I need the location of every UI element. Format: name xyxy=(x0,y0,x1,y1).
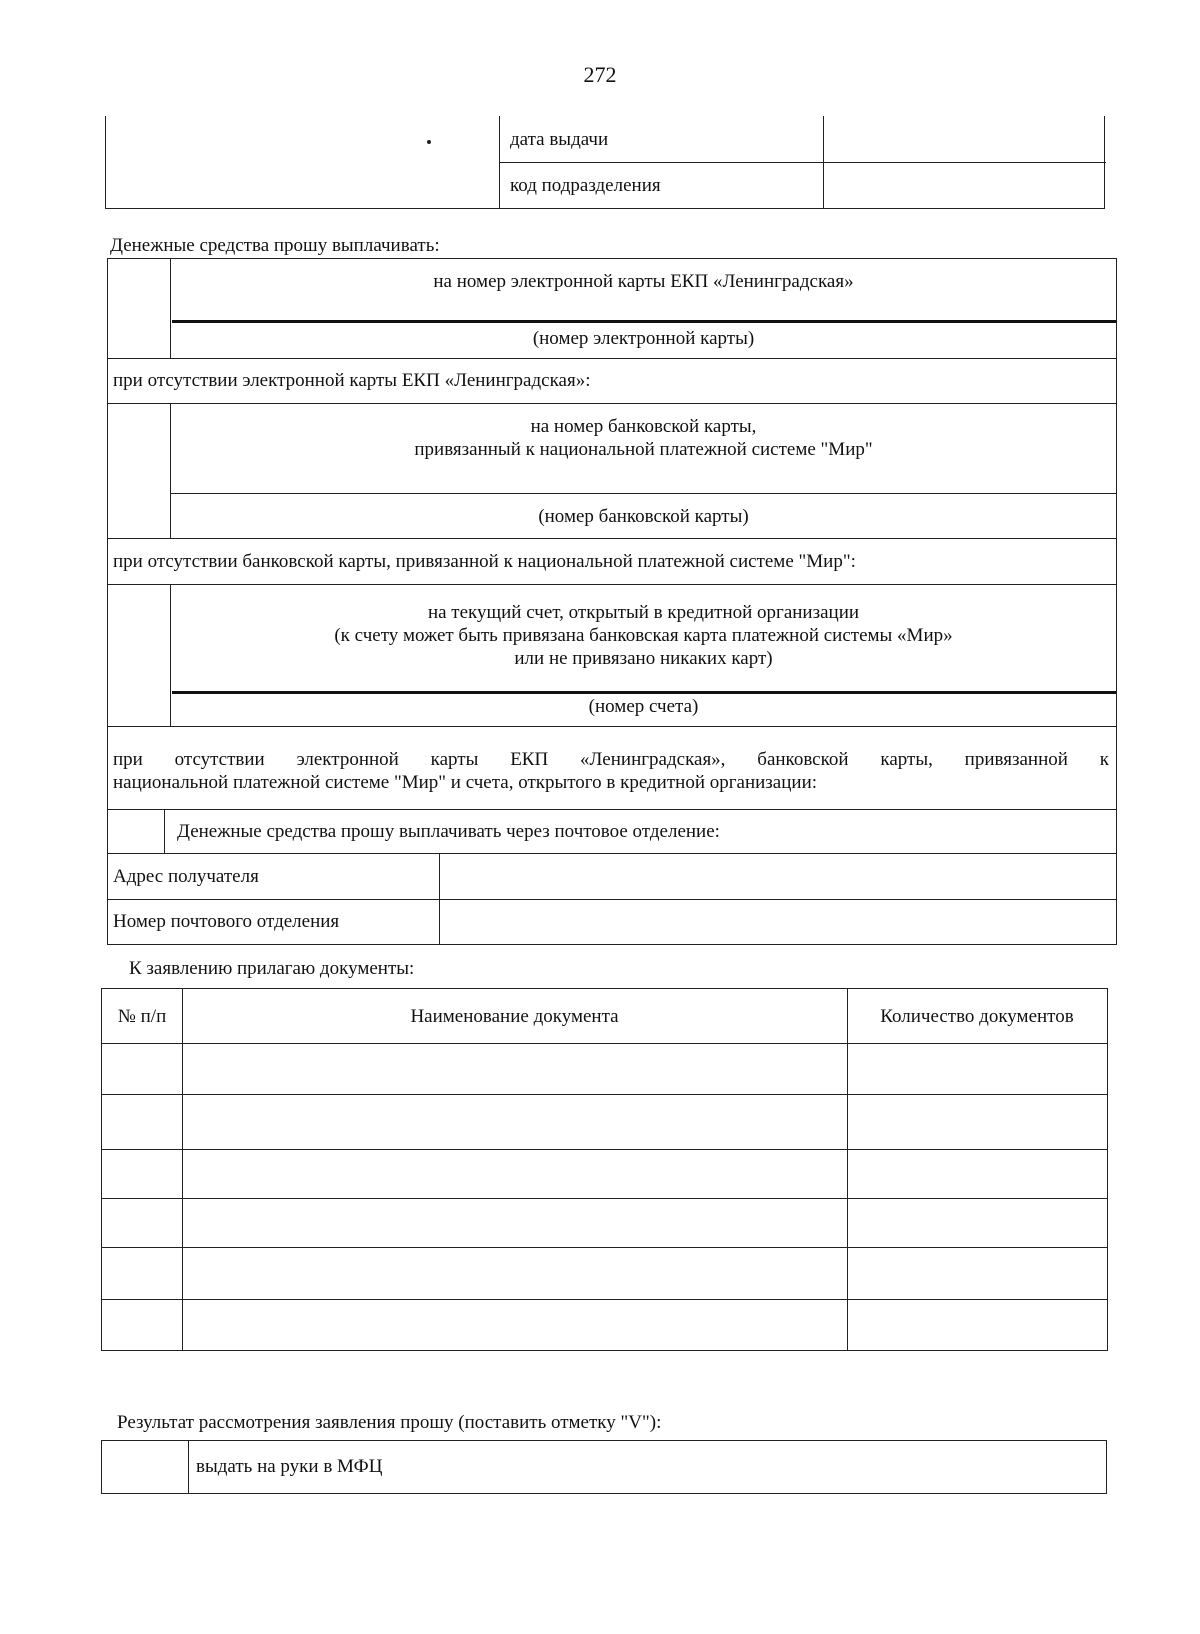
column-divider xyxy=(188,1441,189,1493)
table-row[interactable] xyxy=(102,1199,1107,1246)
recipient-address-field[interactable] xyxy=(441,855,1115,897)
column-header-number: № п/п xyxy=(117,1006,167,1027)
row-divider xyxy=(108,899,1116,900)
result-option-label: выдать на руки в МФЦ xyxy=(196,1456,383,1477)
underline xyxy=(171,493,1116,494)
post-office-option-label: Денежные средства прошу выплачивать через почтовое отделение: xyxy=(177,821,720,842)
column-divider xyxy=(164,809,165,853)
page-number: 272 xyxy=(583,62,617,87)
row-divider xyxy=(108,403,1116,404)
issue-date-label: дата выдачи xyxy=(510,129,609,150)
ekp-card-checkbox[interactable] xyxy=(108,259,170,358)
table-row[interactable] xyxy=(102,1095,1107,1148)
account-title-line1: на текущий счет, открытый в кредитной организации xyxy=(427,602,860,623)
row-divider xyxy=(108,853,1116,854)
row-divider xyxy=(108,584,1116,585)
payment-heading: Денежные средства прошу выплачивать: xyxy=(110,235,440,256)
column-header-count: Количество документов xyxy=(880,1006,1074,1027)
ekp-card-title: на номер электронной карты ЕКП «Ленинградская» xyxy=(433,271,854,292)
bank-card-title-line1: на номер банковской карты, xyxy=(530,416,757,437)
ekp-card-caption: (номер электронной карты) xyxy=(532,328,755,349)
account-checkbox[interactable] xyxy=(108,585,170,726)
account-number-field[interactable] xyxy=(174,673,1114,689)
post-office-checkbox[interactable] xyxy=(108,810,164,852)
table-row[interactable] xyxy=(102,1300,1107,1350)
passport-table xyxy=(105,116,1105,209)
table-row[interactable] xyxy=(102,1248,1107,1298)
row-divider xyxy=(108,809,1116,810)
division-code-label: код подразделения xyxy=(510,175,661,196)
bank-card-title-line2: привязанный к национальной платежной системе "Мир" xyxy=(414,439,873,460)
ekp-card-number-field[interactable] xyxy=(174,287,1114,317)
result-heading: Результат рассмотрения заявления прошу (поставить отметку "V"): xyxy=(117,1412,662,1433)
payment-table xyxy=(107,258,1117,945)
post-office-number-field[interactable] xyxy=(441,901,1115,943)
row-divider xyxy=(108,538,1116,539)
recipient-address-label: Адрес получателя xyxy=(113,866,259,887)
no-ekp-card-text: при отсутствии электронной карты ЕКП «Ленинградская»: xyxy=(113,370,591,391)
stray-dot xyxy=(427,140,431,144)
table-row[interactable] xyxy=(102,1044,1107,1093)
result-checkbox[interactable] xyxy=(102,1441,188,1493)
documents-heading: К заявлению прилагаю документы: xyxy=(129,958,415,979)
documents-table xyxy=(101,988,1108,1351)
underline xyxy=(172,691,1116,694)
post-office-number-label: Номер почтового отделения xyxy=(113,911,340,932)
no-bank-card-text: при отсутствии банковской карты, привязанной к национальной платежной системе "Мир": xyxy=(113,551,856,572)
account-title-line2: (к счету может быть привязана банковская карта платежной системы «Мир» xyxy=(334,625,953,646)
bank-card-caption: (номер банковской карты) xyxy=(538,506,749,527)
row-divider xyxy=(108,358,1116,359)
division-code-value[interactable] xyxy=(824,163,1105,208)
issue-date-value[interactable] xyxy=(824,116,1105,161)
account-title-line3: или не привязано никаких карт) xyxy=(514,648,773,669)
bank-card-checkbox[interactable] xyxy=(108,404,170,538)
underline xyxy=(172,320,1116,323)
no-account-text-line1: при отсутствии электронной карты ЕКП «Ленинградская», банковской карты, привязанной к xyxy=(113,749,1109,770)
account-caption: (номер счета) xyxy=(588,696,699,717)
bank-card-number-field[interactable] xyxy=(174,465,1114,491)
column-header-name: Наименование документа xyxy=(410,1006,619,1027)
no-account-text-line2: национальной платежной системе "Мир" и счета, открытого в кредитной организации: xyxy=(113,772,818,793)
result-table xyxy=(101,1440,1107,1494)
row-divider xyxy=(108,726,1116,727)
table-row[interactable] xyxy=(102,1150,1107,1197)
